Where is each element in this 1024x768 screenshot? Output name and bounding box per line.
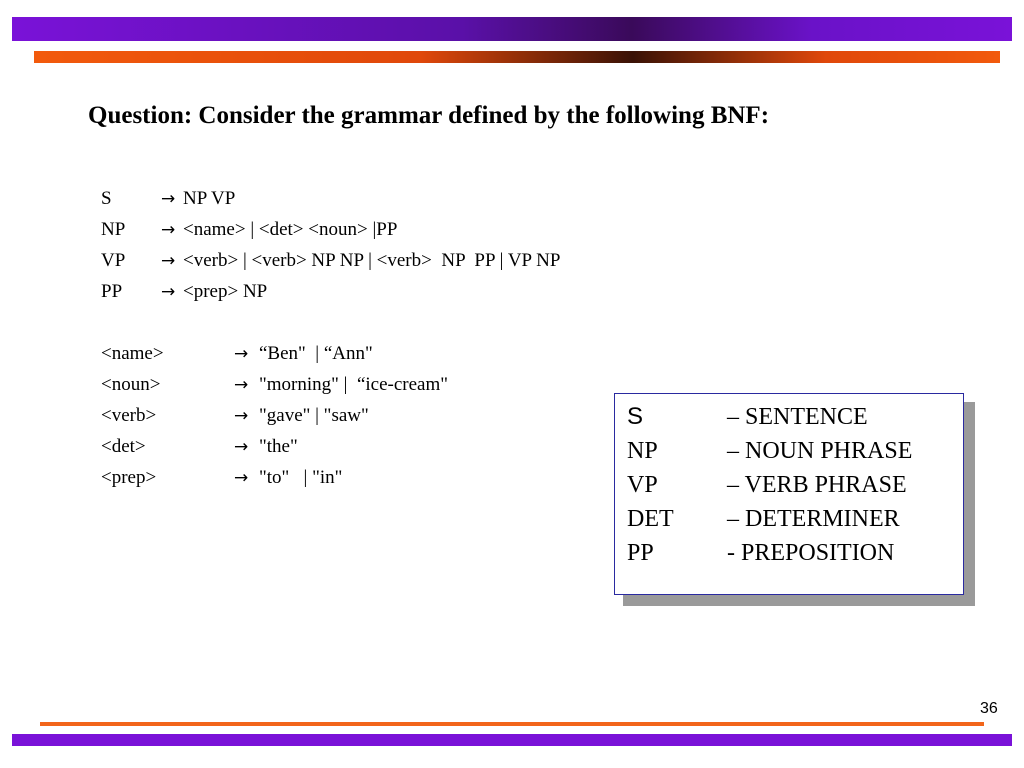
arrow-right-icon: →: [161, 282, 176, 302]
rule-rhs: "gave" | "saw": [259, 405, 369, 426]
arrow-right-icon: →: [234, 375, 249, 395]
legend-abbr: PP: [627, 540, 654, 566]
rule-lhs: <det>: [101, 436, 146, 457]
rule-rhs: <name> | <det> <noun> |PP: [183, 219, 398, 240]
legend-desc: - PREPOSITION: [727, 540, 895, 566]
terminal-rule-prep: [101, 463, 343, 493]
grammar-rule-pp: [101, 277, 268, 307]
rule-lhs: <prep>: [101, 467, 157, 488]
rule-rhs: <prep> NP: [183, 281, 268, 302]
rule-lhs: <verb>: [101, 405, 157, 426]
arrow-right-icon: →: [234, 437, 249, 457]
arrow-right-icon: →: [234, 344, 249, 364]
legend-desc: – NOUN PHRASE: [727, 438, 913, 464]
terminal-rule-verb: [101, 401, 369, 431]
rule-rhs: "to" | "in": [259, 467, 343, 488]
legend-abbr: NP: [627, 438, 658, 464]
rule-rhs: "morning" | “ice-cream": [259, 374, 449, 395]
grammar-rule-s: [101, 184, 236, 214]
grammar-rule-np: [101, 215, 398, 245]
rule-rhs: NP VP: [183, 188, 236, 209]
page-number: 36: [980, 700, 998, 717]
rule-lhs: <name>: [101, 343, 164, 364]
arrow-right-icon: →: [234, 468, 249, 488]
top-purple-bar: [12, 17, 1012, 41]
grammar-rule-vp: [101, 246, 561, 276]
rule-lhs: NP: [101, 219, 126, 240]
arrow-right-icon: →: [234, 406, 249, 426]
legend-desc: – VERB PHRASE: [727, 472, 907, 498]
bottom-purple-bar: [12, 734, 1012, 746]
legend-abbr: S: [627, 403, 644, 430]
terminal-rule-det: [101, 432, 298, 462]
top-orange-bar: [34, 51, 1000, 63]
arrow-right-icon: →: [161, 251, 176, 271]
legend-desc: – DETERMINER: [727, 506, 900, 532]
bottom-orange-bar: [40, 722, 984, 726]
legend-abbr: VP: [627, 472, 658, 498]
legend-box: [614, 393, 964, 595]
legend-abbr: DET: [627, 506, 674, 532]
rule-rhs: <verb> | <verb> NP NP | <verb> NP PP | VP NP: [183, 250, 561, 271]
rule-lhs: PP: [101, 281, 123, 302]
terminal-rule-name: [101, 339, 373, 369]
rule-lhs: S: [101, 188, 112, 209]
arrow-right-icon: →: [161, 220, 176, 240]
rule-lhs: VP: [101, 250, 126, 271]
rule-lhs: <noun>: [101, 374, 161, 395]
terminal-rule-noun: [101, 370, 449, 400]
legend-desc: – SENTENCE: [727, 404, 868, 430]
rule-rhs: "the": [259, 436, 298, 457]
rule-rhs: “Ben" | “Ann": [259, 343, 373, 364]
arrow-right-icon: →: [161, 189, 176, 209]
slide-title: Question: Consider the grammar defined by the following BNF:: [88, 102, 770, 129]
